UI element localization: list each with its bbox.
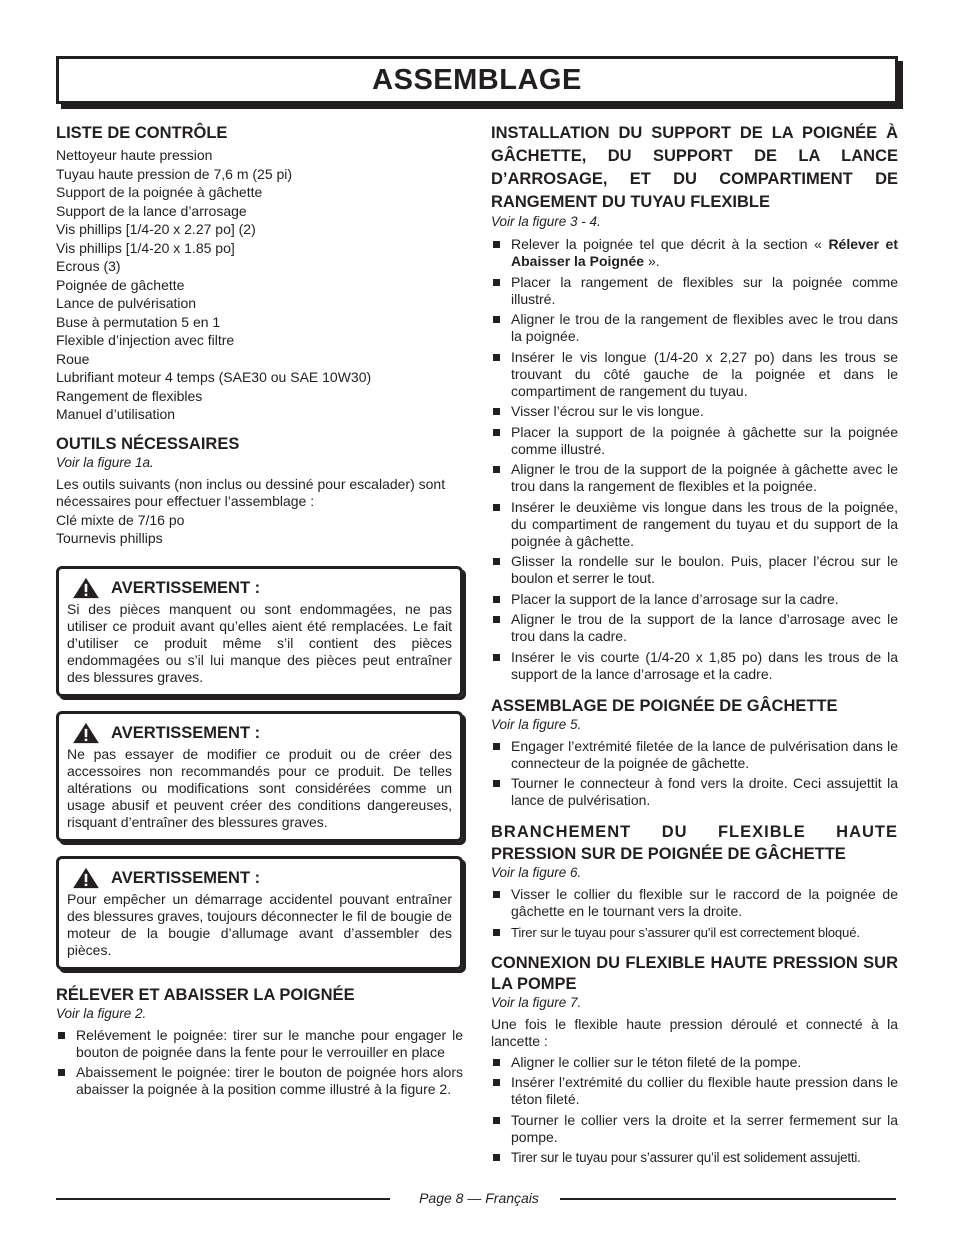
list-item: Visser l’écrou sur le vis longue. (491, 403, 898, 420)
warning-box (56, 711, 463, 842)
figure-reference: Voir la figure 1a. (56, 454, 154, 470)
trigger-steps (491, 738, 898, 810)
warning-triangle-icon (71, 867, 101, 889)
checklist-item: Manuel d’utilisation (56, 406, 176, 422)
list-item: Relever la poignée tel que décrit à la section « Rélever et Abaisser la Poignée ». (491, 236, 898, 270)
figure-reference: Voir la figure 5. (491, 716, 582, 732)
checklist (56, 146, 463, 424)
list-item: Aligner le trou de la rangement de flexibles avec le trou dans la poignée. (491, 311, 898, 345)
tools-intro: Les outils suivants (non inclus ou dessiné pour escalader) sont nécessaires pour effectuer l’assemblage : (56, 475, 446, 509)
footer-rule-right (560, 1198, 896, 1200)
list-item: Insérer le deuxième vis longue dans les trous de la poignée, du compartiment de rangement du tuyau et du support de la poignée à gâchette. (491, 499, 898, 550)
hose-trigger-steps (491, 886, 898, 941)
list-item: Engager l’extrémité filetée de la lance de pulvérisation dans le connecteur de la poignée de gâchette. (491, 738, 898, 772)
checklist-item: Lubrifiant moteur 4 temps (SAE30 ou SAE 10W30) (56, 369, 372, 385)
warning-text: Si des pièces manquent ou sont endommagées, ne pas utiliser ce produit avant qu’elles aient été remplacées. Le fait d’utiliser ce produit même s’il contient des pièces endommagées ou s’il lui manque des pièces peut entraîner des blessures graves. (67, 600, 452, 685)
list-item: Insérer le vis longue (1/4-20 x 2,27 po) dans les trous se trouvant du côté gauche de la poignée et dans le compartiment de rangement du tuyau. (491, 349, 898, 400)
warning-text: Ne pas essayer de modifier ce produit ou de créer des accessoires non recommandés pour ce produit. De telles altérations ou modifications sont considérées comme un usage abusif et peuvent créer des conditions dangereuses, risquant d’entraîner des blessures graves. (67, 745, 452, 830)
checklist-item: Nettoyeur haute pression (56, 147, 213, 163)
checklist-heading: LISTE DE CONTRÔLE (56, 124, 228, 142)
list-item: Visser le collier du flexible sur le raccord de la poignée de gâchette en le tournant vers la droite. (491, 886, 898, 920)
warning-text: Pour empêcher un démarrage accidentel pouvant entraîner des blessures graves, toujours déconnecter le fil de bougie de moteur de la bougie d’allumage avant d’assembler des pièces. (67, 890, 452, 958)
checklist-item: Ecrous (3) (56, 258, 121, 274)
checklist-item: Buse à permutation 5 en 1 (56, 313, 221, 330)
page-title: ASSEMBLAGE (372, 64, 582, 96)
tools-heading: OUTILS NÉCESSAIRES (56, 434, 240, 453)
title-banner (56, 56, 898, 104)
right-column (491, 122, 898, 1170)
list-item: Aligner le trou de la support de la poignée à gâchette avec le trou dans la rangement de flexibles et la poignée. (491, 461, 898, 495)
checklist-item: Flexible d’injection avec filtre (56, 332, 235, 348)
warning-box (56, 566, 463, 697)
list-item: Tourner le connecteur à fond vers la droite. Ceci assujettit la lance de pulvérisation. (491, 775, 898, 809)
section-reference: Rélever et Abaisser la Poignée (511, 236, 899, 269)
list-item: Tourner le collier vers la droite et la serrer fermement sur la pompe. (491, 1112, 898, 1146)
install-steps (491, 236, 898, 683)
warning-title: AVERTISSEMENT : (111, 723, 261, 742)
install-heading: INSTALLATION DU SUPPORT DE LA POIGNÉE À GÂCHETTE, DU SUPPORT DE LA LANCE D’ARROSAGE, ET DU COMPARTIMENT DE RANGEMENT DU TUYAU FLEXIBLE (491, 124, 898, 211)
checklist-item: Support de la poignée à gâchette (56, 184, 263, 200)
checklist-item: Poignée de gâchette (56, 276, 185, 293)
figure-reference: Voir la figure 7. (491, 994, 582, 1010)
checklist-item: Lance de pulvérisation (56, 295, 197, 311)
left-column (56, 122, 463, 1102)
tools-item: Tournevis phillips (56, 530, 163, 546)
checklist-item: Rangement de flexibles (56, 387, 203, 404)
figure-reference: Voir la figure 2. (56, 1005, 147, 1021)
list-item: Tirer sur le tuyau pour s’assurer qu’il est correctement bloqué. (491, 924, 898, 941)
figure-reference: Voir la figure 6. (491, 865, 582, 880)
list-item: Aligner le trou de la support de la lance d’arrosage avec le trou dans la cadre. (491, 611, 898, 645)
checklist-item: Roue (56, 350, 90, 367)
hose-pump-intro: Une fois le flexible haute pression déroulé et connecté à la lancette : (491, 1015, 898, 1049)
checklist-item: Vis phillips [1/4-20 x 2.27 po] (2) (56, 221, 256, 237)
list-item: Insérer le vis courte (1/4-20 x 1,85 po) dans les trous de la support de la lance d’arrosage et la cadre. (491, 649, 898, 683)
handle-heading: RÉLEVER ET ABAISSER LA POIGNÉE (56, 985, 355, 1004)
list-item: Placer la support de la poignée à gâchette sur la poignée comme illustré. (491, 424, 898, 458)
warning-title: AVERTISSEMENT : (111, 578, 261, 597)
hose-trigger-heading: BRANCHEMENT DU FLEXIBLE HAUTE (491, 823, 898, 841)
warning-box (56, 856, 463, 970)
hose-pump-heading: CONNEXION DU FLEXIBLE HAUTE PRESSION SUR LA POMPE (491, 953, 898, 993)
warning-title: AVERTISSEMENT : (111, 868, 261, 887)
warning-triangle-icon (71, 577, 101, 599)
trigger-heading: ASSEMBLAGE DE POIGNÉE DE GÂCHETTE (491, 696, 838, 715)
page-footer: Page 8 — Français (419, 1190, 539, 1206)
list-item: Aligner le collier sur le téton fileté de la pompe. (491, 1054, 898, 1071)
checklist-item: Support de la lance d’arrosage (56, 202, 247, 219)
list-item: Abaissement le poignée: tirer le bouton de poignée hors alors abaisser la poignée à la position comme illustré à la figure 2. (56, 1064, 463, 1098)
list-item: Insérer l’extrémité du collier du flexible haute pression dans le téton fileté. (491, 1074, 898, 1108)
checklist-item: Tuyau haute pression de 7,6 m (25 pi) (56, 165, 293, 182)
hose-pump-steps (491, 1054, 898, 1167)
list-item: Tirer sur le tuyau pour s’assurer qu’il est solidement assujetti. (491, 1149, 898, 1166)
list-item: Placer la rangement de flexibles sur la poignée comme illustré. (491, 274, 898, 308)
list-item: Glisser la rondelle sur le boulon. Puis, placer l’écrou sur le boulon et serrer le tout. (491, 553, 898, 587)
list-item: Relévement le poignée: tirer sur le manche pour engager le bouton de poignée dans la fente pour le verrouiller en place (56, 1027, 463, 1061)
warning-triangle-icon (71, 722, 101, 744)
handle-steps (56, 1027, 463, 1099)
footer-rule-left (56, 1198, 390, 1200)
hose-trigger-heading-line2: PRESSION SUR DE POIGNÉE DE GÂCHETTE (491, 845, 846, 863)
figure-reference: Voir la figure 3 - 4. (491, 214, 601, 229)
tools-item: Clé mixte de 7/16 po (56, 511, 185, 528)
list-item: Placer la support de la lance d’arrosage sur la cadre. (491, 591, 898, 608)
checklist-item: Vis phillips [1/4-20 x 1.85 po] (56, 239, 235, 256)
